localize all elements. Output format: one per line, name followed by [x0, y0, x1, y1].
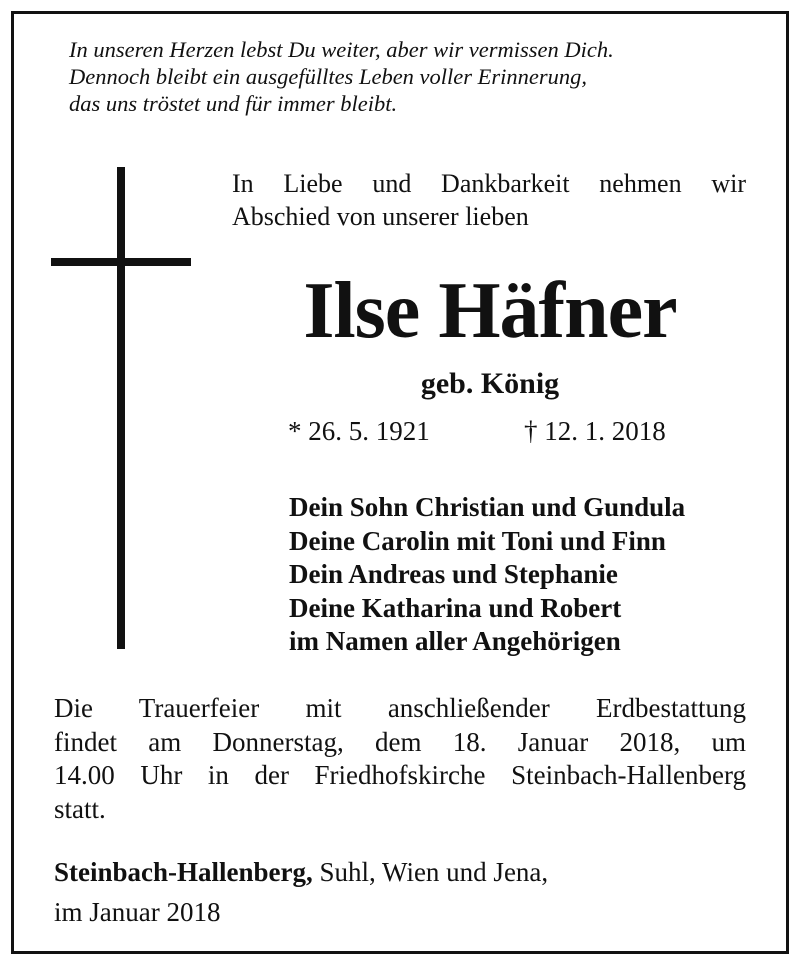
place-and-date	[54, 852, 746, 932]
birth-date: * 26. 5. 1921	[288, 416, 430, 446]
mourner-line: Deine Katharina und Robert	[289, 592, 622, 623]
intro-line: In Liebe und Dankbarkeit nehmen wir	[232, 169, 746, 198]
notice-date: im Januar 2018	[54, 897, 221, 927]
place-primary: Steinbach-Hallenberg,	[54, 857, 313, 887]
mourners-list	[289, 491, 759, 659]
service-line: Die Trauerfeier mit anschließender Erdbestattung	[54, 693, 746, 723]
place-line	[54, 852, 746, 892]
place-others: Suhl, Wien und Jena,	[312, 857, 549, 887]
mourner-line: Dein Andreas und Stephanie	[289, 559, 618, 589]
cross-icon-horizontal	[51, 258, 191, 266]
mourner-line: Deine Carolin mit Toni und Finn	[289, 525, 666, 556]
service-line: statt.	[54, 793, 106, 824]
service-line: findet am Donnerstag, dem 18. Januar 2018, um	[54, 726, 746, 757]
service-line: 14.00 Uhr in der Friedhofskirche Steinbach-Hallenberg	[54, 760, 746, 790]
quote-line: In unseren Herzen lebst Du weiter, aber wir vermissen Dich.	[69, 37, 614, 62]
cross-icon-vertical	[117, 167, 125, 649]
funeral-service-info	[54, 692, 746, 826]
memorial-quote	[69, 36, 759, 117]
maiden-name: geb. König	[420, 367, 560, 400]
intro-text	[232, 167, 746, 233]
quote-line: das uns tröstet und für immer bleibt.	[69, 91, 398, 116]
mourner-line: Dein Sohn Christian und Gundula	[289, 492, 686, 522]
intro-line: Abschied von unserer lieben	[232, 202, 529, 231]
mourner-line: im Namen aller Angehörigen	[289, 626, 621, 656]
deceased-name: Ilse Häfner	[303, 267, 677, 355]
death-date: † 12. 1. 2018	[524, 416, 666, 446]
quote-line: Dennoch bleibt ein ausgefülltes Leben voller Erinnerung,	[69, 64, 588, 89]
